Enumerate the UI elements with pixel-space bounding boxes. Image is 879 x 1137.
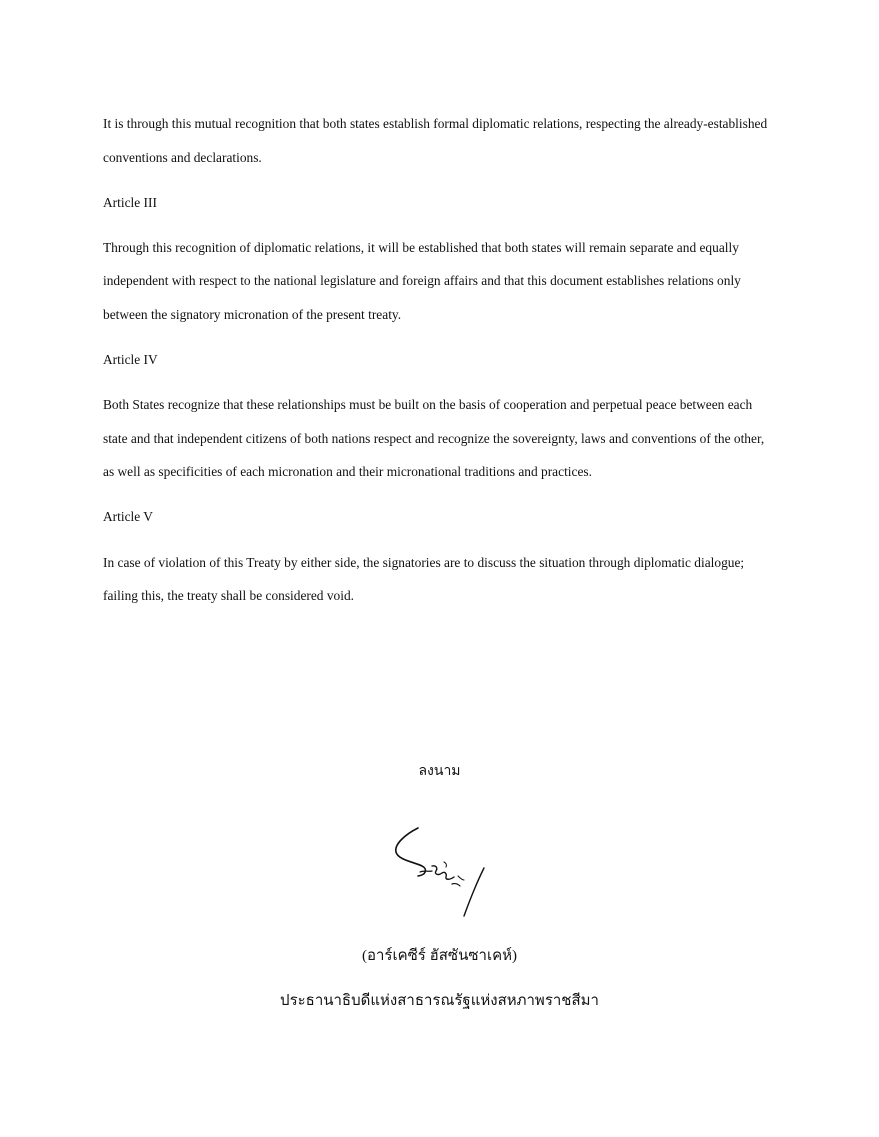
signed-label: ลงนาม xyxy=(418,764,461,779)
signer-title: ประธานาธิบดีแห่งสาธารณรัฐแห่งสหภาพราชสีมา xyxy=(280,993,599,1009)
article-5-heading: Article V xyxy=(103,509,153,525)
signer-name: (อาร์เคซีร์ ฮัสซันซาเคห์) xyxy=(361,948,518,964)
treaty-body xyxy=(103,107,773,624)
article-4-heading: Article IV xyxy=(103,352,158,368)
paragraph-recognition: It is through this mutual recognition that both states establish formal diplomatic relations, respecting the already-established conventions and declarations. xyxy=(103,116,768,165)
paragraph-article-4: Both States recognize that these relationships must be built on the basis of cooperation and perpetual peace between each state and that independent citizens of both nations respect and recognize the sovereignty, laws and conventions of the other, as well as specificities of each micronation and their micronational traditions and practices. xyxy=(103,397,765,480)
article-3-heading: Article III xyxy=(103,194,157,210)
paragraph-article-3: Through this recognition of diplomatic relations, it will be established that both states will remain separate and equally independent with respect to the national legislature and foreign affairs and that this document establishes relations only between the signatory micronation of the present treaty. xyxy=(103,239,741,322)
handwritten-signature-icon xyxy=(392,822,492,918)
paragraph-article-5: In case of violation of this Treaty by either side, the signatories are to discuss the situation through diplomatic dialogue; failing this, the treaty shall be considered void. xyxy=(103,554,745,604)
